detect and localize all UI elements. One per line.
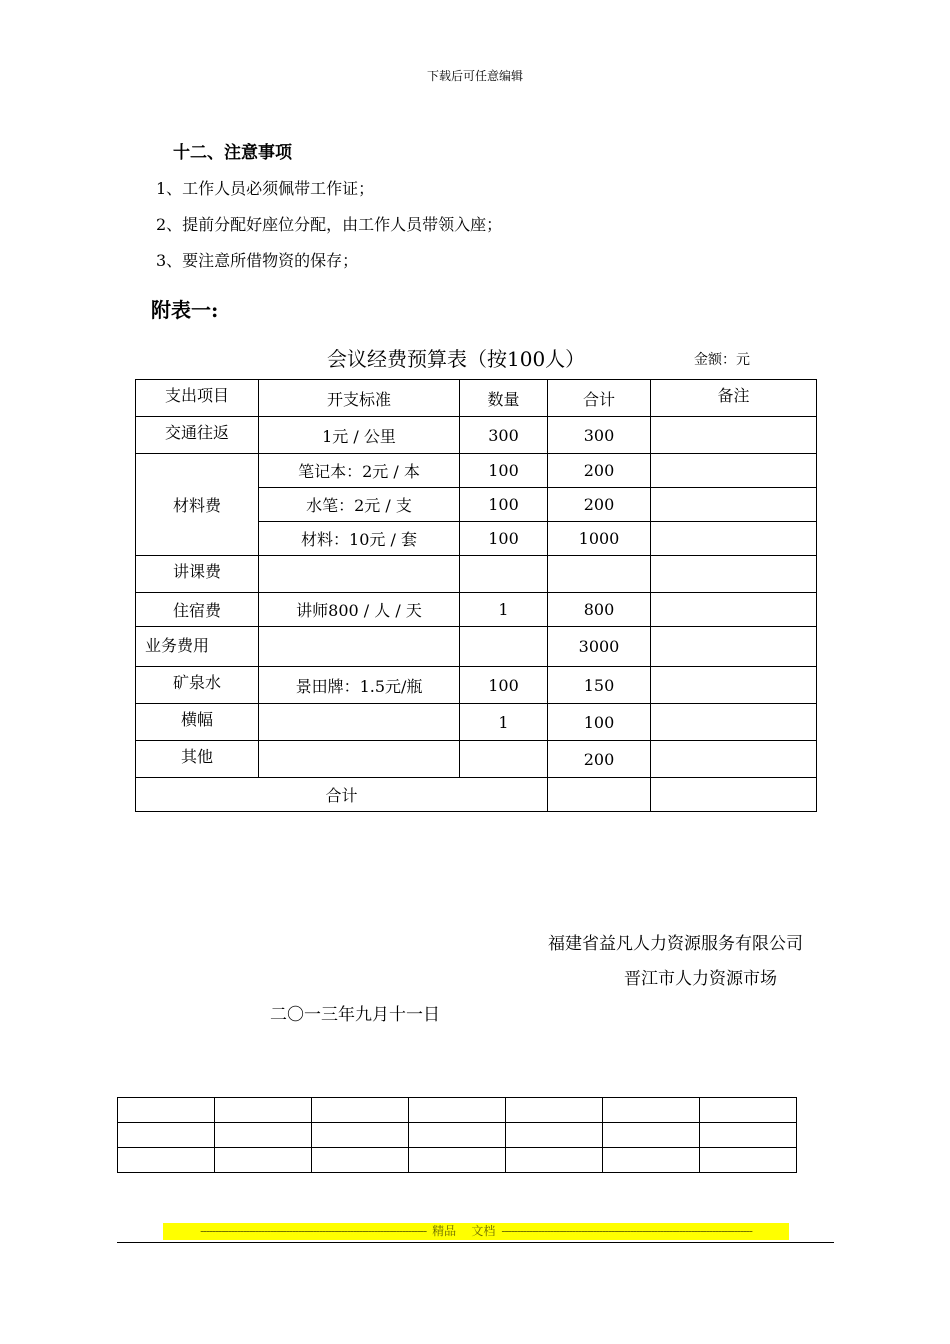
section-title: 十二、注意事项 (173, 143, 292, 163)
grid-cell (312, 1148, 409, 1173)
grid-cell (603, 1098, 700, 1123)
row-standard: 讲师800 / 人 / 天 (259, 593, 460, 627)
budget-table-title: 会议经费预算表（按100人） (327, 347, 586, 371)
row-qty: 300 (460, 417, 548, 454)
grid-cell (506, 1148, 603, 1173)
row-qty: 1 (460, 704, 548, 741)
grid-cell (506, 1098, 603, 1123)
row-standard (259, 704, 460, 741)
budget-table (135, 379, 817, 812)
row-standard: 笔记本：2元 / 本 (259, 454, 460, 488)
row-remarks (651, 488, 817, 522)
row-total: 150 (548, 667, 651, 704)
table-row (136, 741, 817, 778)
row-qty: 100 (460, 488, 548, 522)
grid-cell (312, 1098, 409, 1123)
footer-banner (163, 1223, 789, 1240)
footer-label-right: 文档 (471, 1224, 496, 1238)
grid-cell (506, 1123, 603, 1148)
grid-row (118, 1123, 797, 1148)
table-row (136, 593, 817, 627)
row-standard: 1元 / 公里 (259, 417, 460, 454)
blank-grid-table (117, 1097, 797, 1173)
row-standard: 景田牌：1.5元/瓶 (259, 667, 460, 704)
row-remarks (651, 627, 817, 667)
table-row (136, 704, 817, 741)
row-remarks (651, 522, 817, 556)
row-remarks (651, 741, 817, 778)
row-remarks (651, 454, 817, 488)
table-row (136, 454, 817, 488)
row-qty: 100 (460, 667, 548, 704)
row-standard (259, 627, 460, 667)
sum-remarks (651, 778, 817, 812)
row-remarks (651, 556, 817, 593)
row-total: 200 (548, 741, 651, 778)
grid-cell (603, 1148, 700, 1173)
sum-label: 合计 (136, 778, 548, 812)
grid-cell (118, 1123, 215, 1148)
row-total: 800 (548, 593, 651, 627)
grid-row (118, 1148, 797, 1173)
table-row (136, 667, 817, 704)
header-note: 下载后可任意编辑 (426, 69, 523, 83)
row-qty: 100 (460, 454, 548, 488)
row-total: 100 (548, 704, 651, 741)
row-standard (259, 741, 460, 778)
header-standard: 开支标准 (259, 380, 460, 417)
footer-rule (117, 1242, 834, 1243)
grid-cell (700, 1098, 797, 1123)
grid-cell (700, 1148, 797, 1173)
grid-cell (409, 1098, 506, 1123)
header-qty: 数量 (460, 380, 548, 417)
grid-cell (700, 1123, 797, 1148)
row-qty: 100 (460, 522, 548, 556)
row-total: 300 (548, 417, 651, 454)
footer-dashes-left: -------------------------------------------------------------------------- (200, 1224, 427, 1238)
row-item: 矿泉水 (136, 667, 259, 704)
grid-cell (118, 1098, 215, 1123)
grid-cell (215, 1148, 312, 1173)
row-item: 住宿费 (136, 593, 259, 627)
market-name: 晋江市人力资源市场 (624, 969, 777, 989)
grid-cell (215, 1123, 312, 1148)
header-total: 合计 (548, 380, 651, 417)
signature-date: 二〇一三年九月十一日 (270, 1005, 440, 1025)
table-header-row (136, 380, 817, 417)
row-remarks (651, 593, 817, 627)
amount-unit: 金额：元 (694, 352, 750, 368)
footer-label-left: 精品 (432, 1224, 457, 1238)
grid-cell (409, 1148, 506, 1173)
row-remarks (651, 704, 817, 741)
row-standard (259, 556, 460, 593)
row-total: 3000 (548, 627, 651, 667)
footer-dashes-right: ---------------------------------------------------------------------------------- (501, 1224, 752, 1238)
row-total: 200 (548, 488, 651, 522)
grid-cell (215, 1098, 312, 1123)
notice-item-1: 1、工作人员必须佩带工作证； (156, 179, 375, 198)
table-row (136, 627, 817, 667)
row-remarks (651, 417, 817, 454)
row-remarks (651, 667, 817, 704)
sum-total (548, 778, 651, 812)
row-qty (460, 627, 548, 667)
header-remarks: 备注 (651, 380, 817, 417)
row-item: 交通往返 (136, 417, 259, 454)
grid-cell (603, 1123, 700, 1148)
row-item: 材料费 (136, 454, 259, 556)
row-qty (460, 741, 548, 778)
table-row (136, 417, 817, 454)
row-qty (460, 556, 548, 593)
grid-cell (118, 1148, 215, 1173)
notice-item-2: 2、提前分配好座位分配，由工作人员带领入座； (156, 215, 503, 234)
row-qty: 1 (460, 593, 548, 627)
notice-item-3: 3、要注意所借物资的保存； (156, 251, 359, 270)
grid-row (118, 1098, 797, 1123)
grid-cell (312, 1123, 409, 1148)
table-sum-row (136, 778, 817, 812)
row-total: 200 (548, 454, 651, 488)
table-row (136, 556, 817, 593)
header-item: 支出项目 (136, 380, 259, 417)
row-total (548, 556, 651, 593)
row-standard: 材料：10元 / 套 (259, 522, 460, 556)
row-item: 横幅 (136, 704, 259, 741)
appendix-label: 附表一: (151, 298, 219, 322)
row-standard: 水笔：2元 / 支 (259, 488, 460, 522)
row-total: 1000 (548, 522, 651, 556)
company-name: 福建省益凡人力资源服务有限公司 (548, 934, 803, 954)
row-item: 业务费用 (136, 627, 259, 667)
row-item: 讲课费 (136, 556, 259, 593)
row-item: 其他 (136, 741, 259, 778)
grid-cell (409, 1123, 506, 1148)
